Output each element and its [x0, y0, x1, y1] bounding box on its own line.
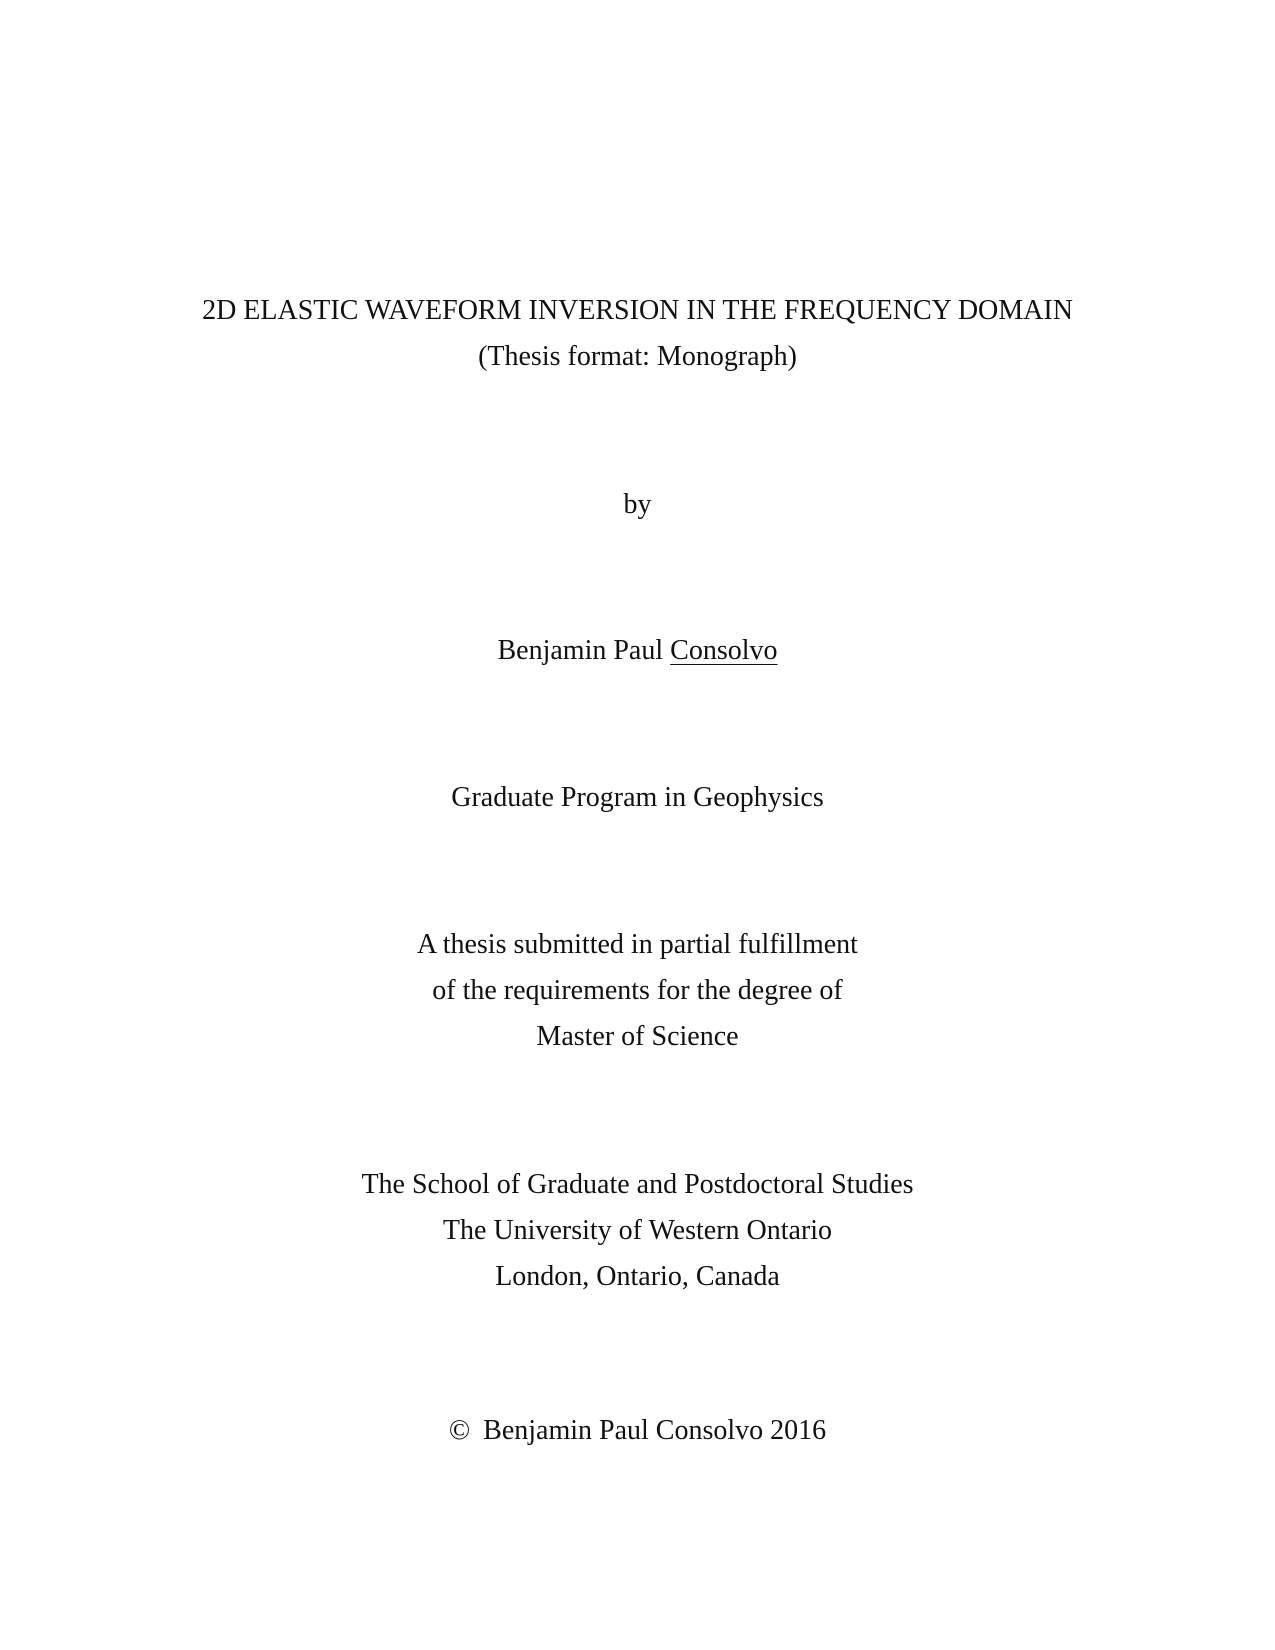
program-block [0, 775, 1275, 821]
author-surname: Consolvo [670, 635, 778, 666]
degree-name: Master of Science [536, 1021, 739, 1052]
thesis-format: (Thesis format: Monograph) [478, 341, 797, 372]
graduate-program: Graduate Program in Geophysics [451, 782, 824, 813]
by-block [0, 482, 1275, 528]
copyright-block [0, 1408, 1275, 1454]
copyright-line [0, 1408, 1275, 1454]
degree-line-1: A thesis submitted in partial fulfillment [417, 929, 858, 960]
author-first-names: Benjamin Paul [497, 635, 664, 666]
author-name [0, 628, 1275, 674]
degree-statement [0, 922, 1275, 1060]
by-label: by [623, 489, 652, 520]
university-name: The University of Western Ontario [442, 1215, 833, 1246]
institution-block [0, 1162, 1275, 1300]
copyright-text: Benjamin Paul Consolvo 2016 [483, 1415, 827, 1446]
school-name: The School of Graduate and Postdoctoral Studies [361, 1169, 914, 1200]
author-block [0, 628, 1275, 674]
title-block [0, 288, 1275, 380]
copyright-icon: © [448, 1415, 471, 1446]
degree-line-2: of the requirements for the degree of [432, 975, 843, 1006]
university-location: London, Ontario, Canada [495, 1261, 780, 1292]
thesis-title: 2D ELASTIC WAVEFORM INVERSION IN THE FREQUENCY DOMAIN [202, 295, 1073, 326]
